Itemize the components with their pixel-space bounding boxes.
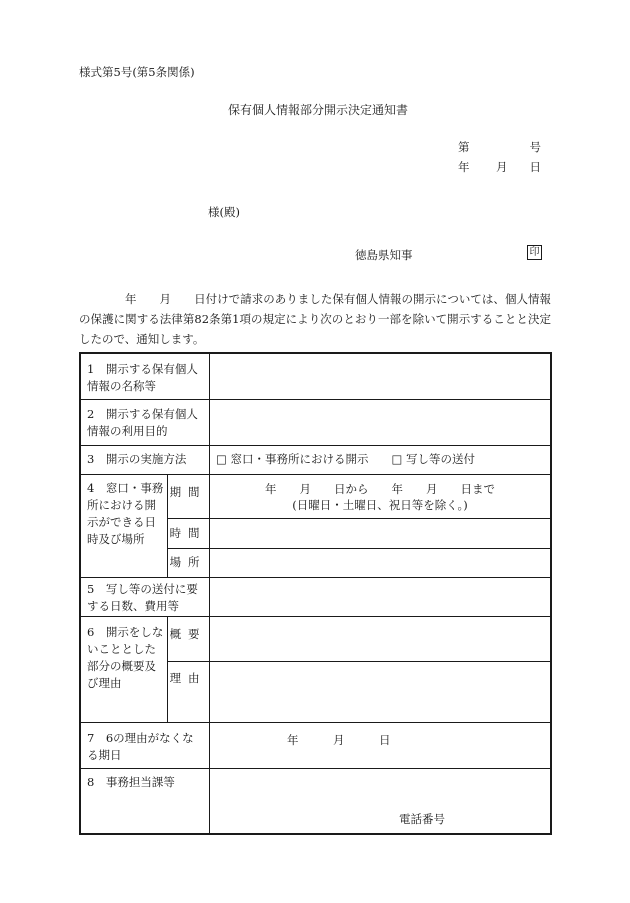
sub-row-divider: [167, 661, 550, 662]
row3-label: 3 開示の実施方法: [87, 452, 187, 466]
row-divider: [81, 768, 550, 769]
document-date-line: [458, 159, 541, 175]
column-divider: [209, 354, 210, 833]
row1-label: 1 開示する保有個人情報の名称等: [87, 362, 198, 393]
date-month-label: 月: [496, 160, 508, 174]
number-suffix: 号: [529, 140, 541, 154]
issuer: 徳島県知事: [355, 248, 413, 262]
row-divider: [81, 474, 550, 475]
date-year-label: 年: [458, 160, 470, 174]
sub-row-divider: [167, 548, 550, 549]
row-divider: [81, 722, 550, 723]
row-divider: [81, 399, 550, 400]
row6-label: 6 開示をしないこととした部分の概要及び理由: [87, 625, 164, 690]
sub-row-divider: [167, 518, 550, 519]
row-divider: [81, 445, 550, 446]
row5-label: 5 写し等の送付に要する日数、費用等: [87, 582, 198, 613]
seal-mark: 印: [527, 245, 542, 260]
row8-label: 8 事務担当課等: [87, 775, 175, 789]
document-title: 保有個人情報部分開示決定通知書: [228, 103, 409, 117]
reason-label: 理由: [169, 671, 207, 685]
period-label: 期間: [169, 485, 207, 499]
row2-label: 2 開示する保有個人情報の利用目的: [87, 407, 198, 438]
form-number: 様式第5号(第5条関係): [79, 65, 195, 79]
time-label: 時間: [169, 526, 207, 540]
date-day-label: 日: [529, 160, 541, 174]
expiry-date-text: 年 月 日: [287, 733, 391, 747]
document-number-line: [458, 139, 541, 155]
summary-label: 概要: [169, 627, 207, 641]
row7-label: 7 6の理由がなくなる期日: [87, 731, 194, 762]
disclosure-form-table: [79, 352, 552, 835]
number-prefix: 第: [458, 140, 470, 154]
row4-label: 4 窓口・事務所における開示ができる日時及び場所: [87, 481, 164, 546]
period-range-text: 年 月 日から 年 月 日まで: [265, 482, 495, 496]
notice-body-text: 年 月 日付けで請求のありました保有個人情報の開示については、個人情報の保護に関する法律第82条第1項の規定により次のとおり一部を除いて開示することと決定したので、通知します。: [79, 292, 551, 346]
period-exclusion-note: (日曜日・土曜日、祝日等を除く。): [292, 498, 468, 512]
phone-number-label: 電話番号: [399, 812, 445, 826]
addressee: 様(殿): [208, 205, 240, 219]
disclosure-method-options: □ 窓口・事務所における開示 □ 写し等の送付: [216, 452, 476, 466]
place-label: 場所: [169, 555, 207, 569]
row-divider: [81, 577, 550, 578]
row-divider: [81, 616, 550, 617]
